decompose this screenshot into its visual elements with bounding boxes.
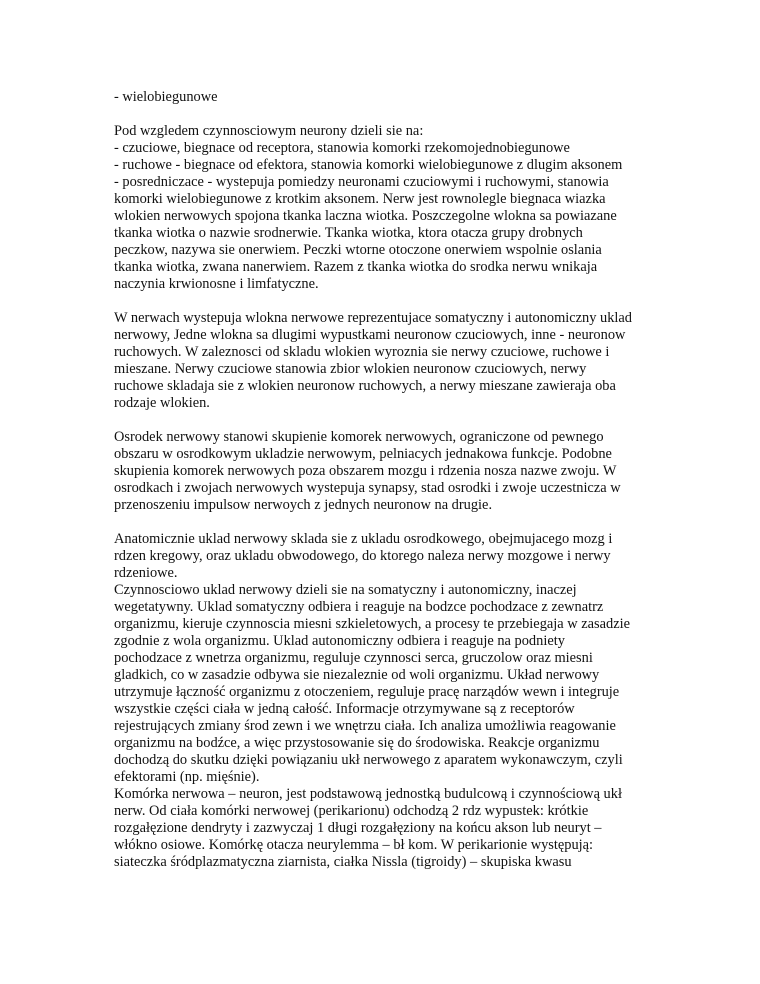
text-line: Pod wzgledem czynnosciowym neurony dzieli sie na: xyxy=(114,123,424,139)
text-line: mieszane. Nerwy czuciowe stanowia zbior wlokien neuronow czuciowych, nerwy xyxy=(114,361,587,377)
text-line: dochodzą do skutku dzięki powiązaniu ukł nerwowego z aparatem wykonawczym, czyli xyxy=(114,752,623,768)
text-line: komorki wielobiegunowe z krotkim aksonem. Nerw jest rownolegle biegnaca wiazka xyxy=(114,191,606,207)
text-line: siateczka śródplazmatyczna ziarnista, ciałka Nissla (tigroidy) – skupiska kwasu xyxy=(114,854,572,870)
text-line: organizmu, kieruje czynnoscia miesni szkieletowych, a procesy te przebiegaja w zasadzie xyxy=(114,616,630,632)
paragraph xyxy=(114,89,674,106)
paragraph xyxy=(114,310,674,412)
text-line: Osrodek nerwowy stanowi skupienie komorek nerwowych, ograniczone od pewnego xyxy=(114,429,604,445)
text-line: - wielobiegunowe xyxy=(114,89,218,105)
text-line: utrzymuje łączność organizmu z otoczeniem, reguluje pracę narządów wewn i integruje xyxy=(114,684,620,700)
text-line: nerwowy, Jedne wlokna sa dlugimi wypustkami neuronow czuciowych, inne - neuronow xyxy=(114,327,626,343)
text-line: Czynnosciowo uklad nerwowy dzieli sie na somatyczny i autonomiczny, inaczej xyxy=(114,582,577,598)
text-line: ruchowych. W zaleznosci od skladu wlokien wyroznia sie nerwy czuciowe, ruchowe i xyxy=(114,344,610,360)
paragraph xyxy=(114,531,674,871)
text-line: nerw. Od ciała komórki nerwowej (perikarionu) odchodzą 2 rdz wypustek: krótkie xyxy=(114,803,589,819)
text-line: W nerwach wystepuja wlokna nerwowe reprezentujace somatyczny i autonomiczny uklad xyxy=(114,310,632,326)
text-line: - posredniczace - wystepuja pomiedzy neuronami czuciowymi i ruchowymi, stanowia xyxy=(114,174,609,190)
text-line: ruchowe skladaja sie z wlokien neuronow ruchowych, a nerwy mieszane zawieraja oba xyxy=(114,378,616,394)
text-line: rdzen kregowy, oraz ukladu obwodowego, do ktorego nalezа nerwy mozgowe i nerwy xyxy=(114,548,611,564)
text-line: skupienia komorek nerwowych poza obszarem mozgu i rdzenia nosza nazwe zwoju. W xyxy=(114,463,617,479)
text-line: Komórka nerwowa – neuron, jest podstawową jednostką budulcową i czynnościową ukł xyxy=(114,786,622,802)
text-line: efektorami (np. mięśnie). xyxy=(114,769,260,785)
paragraph xyxy=(114,429,674,514)
text-line: włókno osiowe. Komórkę otacza neurylemma – bł kom. W perikarionie występują: xyxy=(114,837,594,853)
text-line: - czuciowe, biegnace od receptora, stanowia komorki rzekomojednobiegunowe xyxy=(114,140,570,156)
text-line: obszaru w osrodkowym ukladzie nerwowym, pelniacych jednakowa funkcje. Podobne xyxy=(114,446,612,462)
text-line: rozgałęzione dendryty i zazwyczaj 1 długi rozgałęziony na końcu akson lub neuryt – xyxy=(114,820,602,836)
text-line: wszystkie części ciała w jedną całość. Informacje otrzymywane są z receptorów xyxy=(114,701,575,717)
paragraph-gap xyxy=(114,293,674,310)
text-line: rejestrujących zmiany środ zewn i we wnętrzu ciała. Ich analiza umożliwia reagowanie xyxy=(114,718,616,734)
text-line: naczynia krwionosne i limfatyczne. xyxy=(114,276,319,292)
text-line: Anatomicznie uklad nerwowy sklada sie z ukladu osrodkowego, obejmujacego mozg i xyxy=(114,531,613,547)
text-line: tkanka wiotka o nazwie srodnerwie. Tkanka wiotka, ktora otacza grupy drobnych xyxy=(114,225,583,241)
text-line: pochodzace z wnetrza organizmu, reguluje czynnosci serca, gruczolow oraz miesni xyxy=(114,650,593,666)
text-line: peczkow, nazywa sie onerwiem. Peczki wtorne otoczone onerwiem wspolnie oslania xyxy=(114,242,602,258)
document-body xyxy=(114,89,674,871)
text-line: organizmu na bodźce, a więc przystosowanie się do środowiska. Reakcje organizmu xyxy=(114,735,600,751)
text-line: wlokien nerwowych spojona tkanka laczna wiotka. Poszczegolne wlokna sa powiazane xyxy=(114,208,617,224)
text-line: tkanka wiotka, zwana nanerwiem. Razem z tkanka wiotka do srodka nerwu wnikaja xyxy=(114,259,598,275)
paragraph-gap xyxy=(114,514,674,531)
text-line: rodzaje wlokien. xyxy=(114,395,210,411)
text-line: przenoszeniu impulsow nerwoych z jednych neuronow na drugie. xyxy=(114,497,493,513)
text-line: wegetatywny. Uklad somatyczny odbiera i reaguje na bodzce pochodzace z zewnatrz xyxy=(114,599,604,615)
text-line: gladkich, co w zasadzie odbywa sie niezaleznie od woli organizmu. Układ nerwowy xyxy=(114,667,600,683)
text-line: - ruchowe - biegnace od efektora, stanowia komorki wielobiegunowe z dlugim aksonem xyxy=(114,157,623,173)
text-line: zgodnie z wola organizmu. Uklad autonomiczny odbiera i reaguje na podniety xyxy=(114,633,565,649)
text-line: rdzeniowe. xyxy=(114,565,178,581)
text-line: osrodkach i zwojach nerwowych wystepuja synapsy, stad osrodki i zwoje uczestnicza w xyxy=(114,480,621,496)
paragraph-gap xyxy=(114,412,674,429)
paragraph xyxy=(114,123,674,293)
paragraph-gap xyxy=(114,106,674,123)
